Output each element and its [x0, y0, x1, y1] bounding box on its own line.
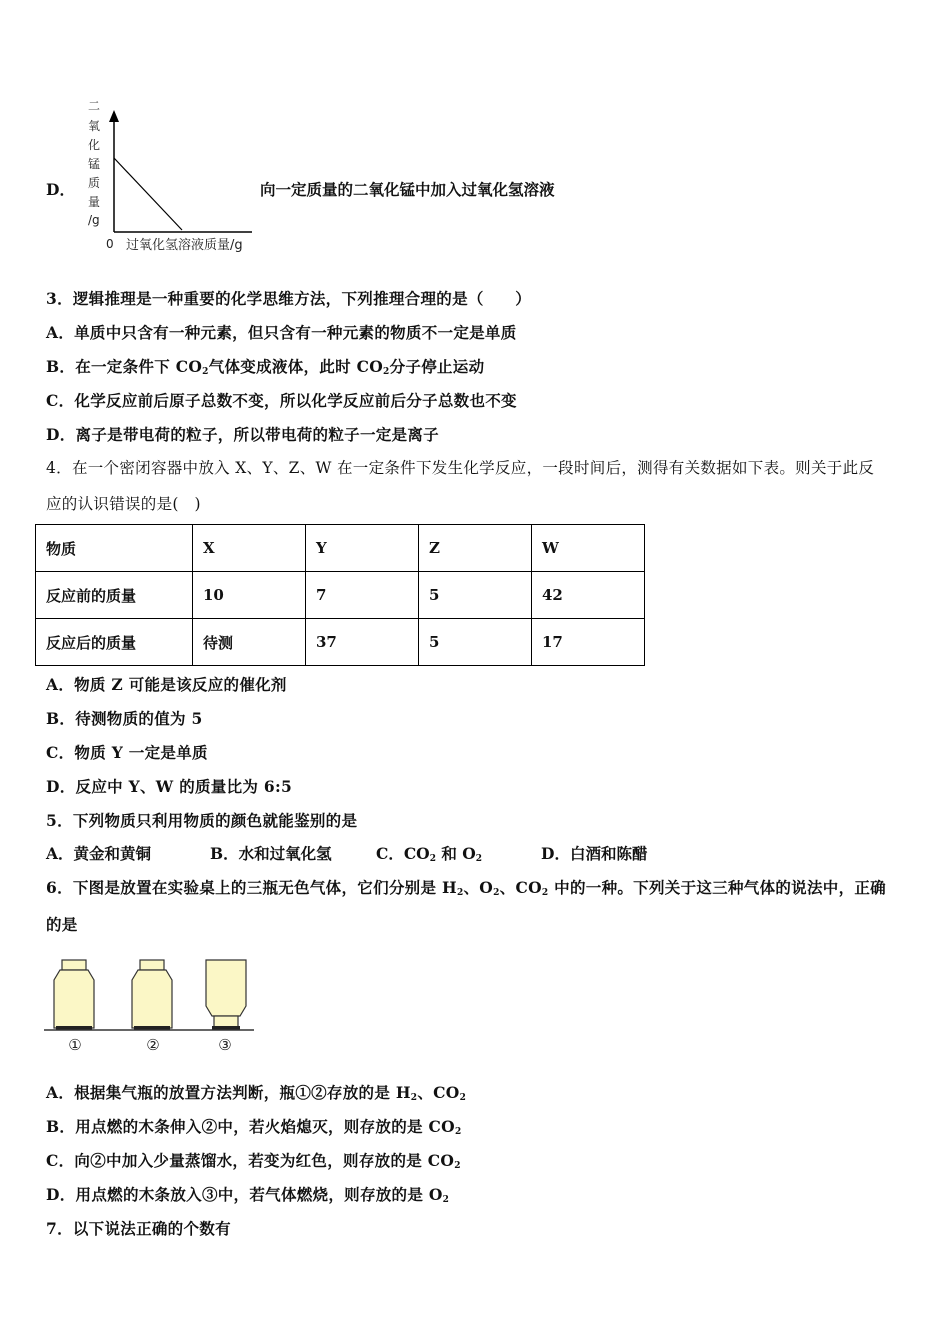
bottle-2	[132, 960, 172, 1030]
graph-y-label-1: 氧	[88, 119, 101, 133]
table-cell: 5	[419, 619, 532, 666]
q4-option-d: D．反应中 Y、W 的质量比为 6:5	[46, 777, 293, 796]
q6-option-c: C．向②中加入少量蒸馏水，若变为红色，则存放的是 $CO_2$	[46, 1151, 461, 1171]
q2d-graph	[82, 96, 262, 258]
q6-option-a: A．根据集气瓶的放置方法判断，瓶①②存放的是 $H_2$、$CO_2$	[46, 1083, 467, 1103]
q5-stem: 5．下列物质只利用物质的颜色就能鉴别的是	[46, 811, 358, 830]
table-cell: 待测	[193, 619, 306, 666]
graph-origin: 0	[106, 237, 114, 251]
table-row	[36, 525, 645, 572]
q3-option-b: B．在一定条件下 $CO_2$气体变成液体，此时 $CO_2$分子停止运动	[46, 357, 485, 377]
q6-bottles-figure	[44, 956, 259, 1056]
graph-y-label-5: 量	[88, 195, 101, 209]
q2d-description: 向一定质量的二氧化锰中加入过氧化氢溶液	[260, 180, 555, 199]
table-cell: X	[193, 525, 306, 572]
graph-y-label-4: 质	[88, 176, 101, 190]
q5-option-a: A．黄金和黄铜	[46, 844, 152, 863]
graph-y-label-6: /g	[88, 213, 100, 227]
q4-stem-line1: 4．在一个密闭容器中放入 X、Y、Z、W 在一定条件下发生化学反应，一段时间后，测得有关数据如下表。则关于此反	[46, 459, 875, 477]
graph-y-label-3: 锰	[88, 157, 101, 171]
table-cell: Z	[419, 525, 532, 572]
bottle-1	[54, 960, 94, 1030]
q4-option-a: A．物质 Z 可能是该反应的催化剂	[46, 675, 287, 694]
q3-option-d: D．离子是带电荷的粒子，所以带电荷的粒子一定是离子	[46, 425, 439, 444]
bottle-label-2: ②	[146, 1036, 160, 1054]
bottle-3	[206, 960, 246, 1030]
graph-y-label-0: 二	[88, 99, 101, 113]
graph-y-label-2: 化	[88, 138, 101, 152]
q4-option-b: B．待测物质的值为 5	[46, 709, 203, 728]
table-cell: 7	[306, 572, 419, 619]
graph-y-arrow	[109, 110, 119, 122]
q4-table	[35, 524, 645, 666]
table-cell: 42	[532, 572, 645, 619]
q5-option-b: B．水和过氧化氢	[210, 844, 332, 863]
graph-data-line	[114, 158, 182, 230]
table-cell: 17	[532, 619, 645, 666]
table-cell: 反应后的质量	[36, 619, 193, 666]
table-cell: 5	[419, 572, 532, 619]
table-row	[36, 619, 645, 666]
q4-stem-line2: 应的认识错误的是( )	[46, 495, 201, 513]
q3-stem: 3．逻辑推理是一种重要的化学思维方法，下列推理合理的是（ ）	[46, 289, 532, 308]
table-row	[36, 572, 645, 619]
table-cell: 物质	[36, 525, 193, 572]
q5-option-d: D．白酒和陈醋	[541, 844, 648, 863]
q6-option-b: B．用点燃的木条伸入②中，若火焰熄灭，则存放的是 $CO_2$	[46, 1117, 462, 1137]
q2-option-d-label: D．	[46, 180, 75, 199]
q3-option-c: C．化学反应前后原子总数不变，所以化学反应前后分子总数也不变	[46, 391, 517, 410]
bottle-label-1: ①	[68, 1036, 82, 1054]
q6-stem-line1: 6．下图是放置在实验桌上的三瓶无色气体，它们分别是 $H_2$、$O_2$、$CO_2$ 中的一种。下列关于这三种气体的说法中，正确	[46, 878, 886, 898]
q7-stem: 7．以下说法正确的个数有	[46, 1219, 231, 1238]
table-cell: W	[532, 525, 645, 572]
table-cell: 反应前的质量	[36, 572, 193, 619]
table-cell: 37	[306, 619, 419, 666]
q6-stem-line2: 的是	[46, 915, 78, 934]
table-cell: Y	[306, 525, 419, 572]
q5-option-c: C．$CO_2$ 和 $O_2$	[376, 844, 483, 864]
graph-x-label: 过氧化氢溶液质量/g	[126, 238, 243, 253]
bottle-label-3: ③	[218, 1036, 232, 1054]
q3-option-a: A．单质中只含有一种元素，但只含有一种元素的物质不一定是单质	[46, 323, 517, 342]
q4-option-c: C．物质 Y 一定是单质	[46, 743, 208, 762]
q6-option-d: D．用点燃的木条放入③中，若气体燃烧，则存放的是 $O_2$	[46, 1185, 450, 1205]
table-cell: 10	[193, 572, 306, 619]
